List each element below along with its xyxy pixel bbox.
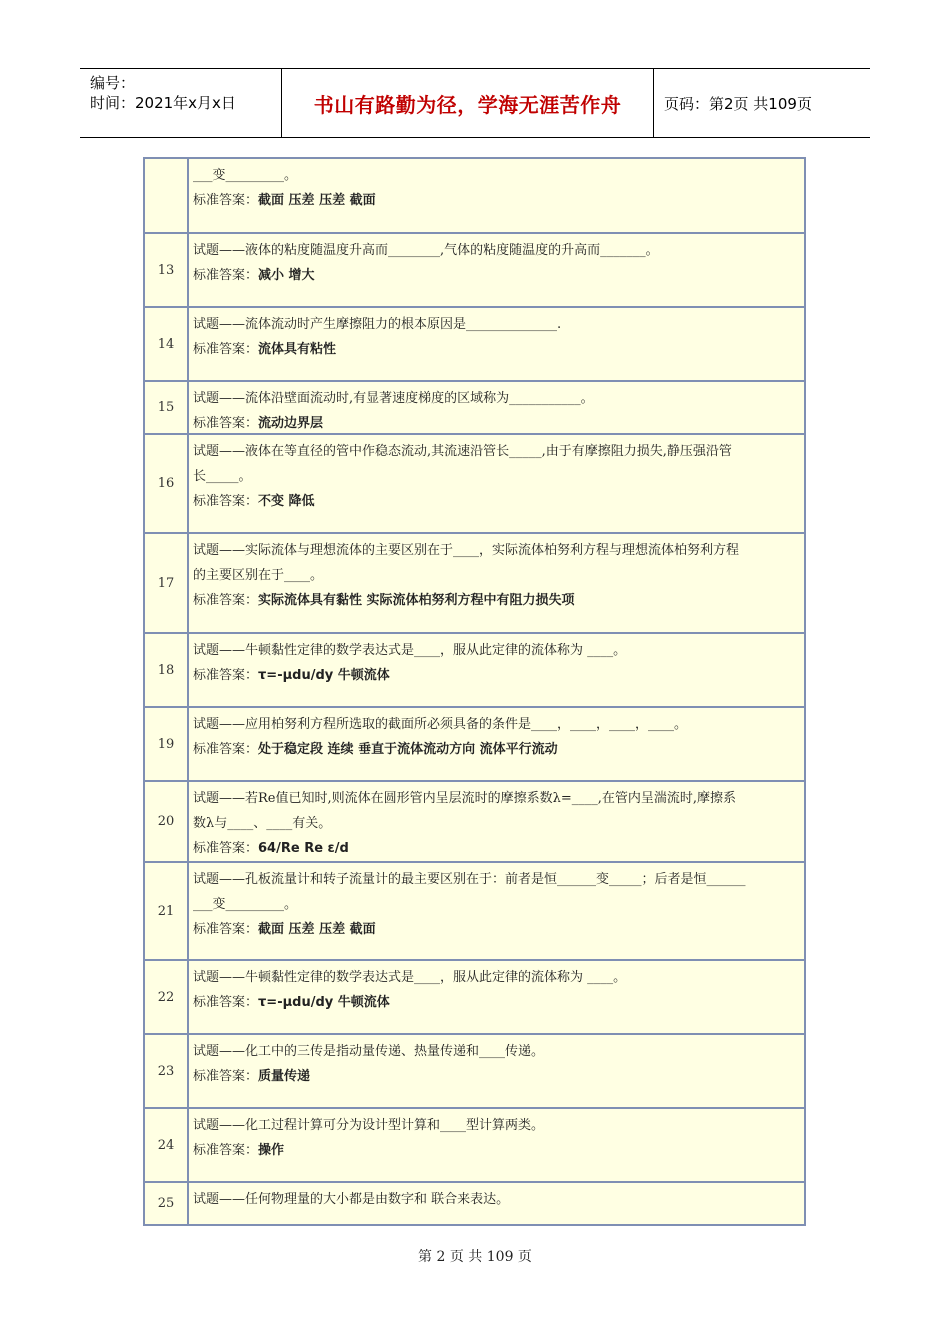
question-text-line: 试题——若Re值已知时,则流体在圆形管内呈层流时的摩擦系数λ=____,在管内呈湍流时,摩擦系 [193, 791, 737, 806]
question-content [189, 382, 804, 433]
question-number: 24 [145, 1109, 189, 1181]
question-content [189, 1035, 804, 1107]
page-header [80, 68, 870, 138]
answer-value: 实际流体具有黏性 实际流体柏努利方程中有阻力损失项 [258, 593, 575, 608]
answer-line [193, 337, 800, 362]
question-content [189, 435, 804, 532]
question-row [145, 159, 804, 234]
answer-value: 截面 压差 压差 截面 [258, 922, 376, 937]
answer-value: 不变 降低 [258, 494, 315, 509]
answer-line [193, 917, 800, 942]
question-text-line: 长_____。 [193, 469, 252, 484]
question-text-line: 试题——孔板流量计和转子流量计的最主要区别在于：前者是恒______变_____；后者是恒______ [193, 872, 746, 887]
question-number: 14 [145, 308, 189, 380]
question-text-line: 试题——液体的粘度随温度升高而________,气体的粘度随温度的升高而_______。 [193, 243, 659, 258]
question-number: 25 [145, 1183, 189, 1224]
answer-label: 标准答案： [193, 742, 259, 757]
question-row [145, 863, 804, 961]
answer-label: 标准答案： [193, 841, 259, 856]
answer-line [193, 663, 800, 688]
question-text-line: ___变_________。 [193, 168, 298, 183]
question-row [145, 382, 804, 435]
answer-line [193, 990, 800, 1015]
question-number: 16 [145, 435, 189, 532]
answer-label: 标准答案： [193, 193, 259, 208]
answer-label: 标准答案： [193, 922, 259, 937]
question-content [189, 234, 804, 306]
answer-value: 操作 [258, 1143, 285, 1158]
question-row [145, 961, 804, 1035]
question-content [189, 708, 804, 780]
answer-label: 标准答案： [193, 995, 259, 1010]
answer-value: 截面 压差 压差 截面 [258, 193, 376, 208]
question-text-line: 试题——实际流体与理想流体的主要区别在于____，实际流体柏努利方程与理想流体柏努利方程 [193, 543, 740, 558]
question-content [189, 534, 804, 632]
question-text-line: 试题——牛顿黏性定律的数学表达式是____，服从此定律的流体称为 ____。 [193, 970, 627, 985]
header-page-info: 页码：第2页 共109页 [664, 94, 812, 113]
question-content [189, 863, 804, 959]
answer-value: 质量传递 [258, 1069, 311, 1084]
question-row [145, 534, 804, 634]
question-row [145, 234, 804, 308]
question-row [145, 308, 804, 382]
question-row [145, 1109, 804, 1183]
answer-line [193, 737, 800, 762]
answer-label: 标准答案： [193, 494, 259, 509]
answer-label: 标准答案： [193, 1143, 259, 1158]
answer-label: 标准答案： [193, 593, 259, 608]
answer-line [193, 263, 800, 288]
question-content [189, 634, 804, 706]
page-footer: 第 2 页 共 109 页 [418, 1249, 532, 1265]
question-text-line: 试题——化工过程计算可分为设计型计算和____型计算两类。 [193, 1118, 545, 1133]
question-number: 13 [145, 234, 189, 306]
question-content [189, 782, 804, 861]
answer-line [193, 1138, 800, 1163]
question-text-line: 试题——液体在等直径的管中作稳态流动,其流速沿管长_____,由于有摩擦阻力损失,静压强沿管 [193, 444, 732, 459]
question-text-line: 试题——任何物理量的大小都是由数字和 联合来表达。 [193, 1192, 510, 1207]
question-table [143, 157, 806, 1226]
header-motto: 书山有路勤为径，学海无涯苦作舟 [282, 69, 654, 137]
question-content [189, 308, 804, 380]
answer-value: 减小 增大 [258, 268, 315, 283]
answer-value: 64/Re Re ε/d [258, 841, 349, 856]
question-text-line: 试题——化工中的三传是指动量传递、热量传递和____传递。 [193, 1044, 545, 1059]
question-text-line: 试题——流体沿壁面流动时,有显著速度梯度的区域称为___________。 [193, 391, 594, 406]
answer-line [193, 836, 800, 861]
number-label: 编号： [90, 74, 136, 92]
answer-label: 标准答案： [193, 1069, 259, 1084]
question-content [189, 159, 804, 232]
question-row [145, 435, 804, 534]
question-number: 20 [145, 782, 189, 861]
answer-line [193, 411, 800, 436]
answer-value: 流动边界层 [258, 416, 324, 431]
question-content [189, 1109, 804, 1181]
question-number: 22 [145, 961, 189, 1033]
header-meta [80, 69, 282, 137]
question-number: 23 [145, 1035, 189, 1107]
question-text-line: 的主要区别在于____。 [193, 568, 324, 583]
question-row [145, 1183, 804, 1224]
question-content [189, 1183, 804, 1224]
question-row [145, 782, 804, 863]
question-number: 19 [145, 708, 189, 780]
question-row [145, 708, 804, 782]
question-content [189, 961, 804, 1033]
question-row [145, 634, 804, 708]
question-row [145, 1035, 804, 1109]
answer-value: τ=-μdu/dy 牛顿流体 [258, 995, 390, 1010]
answer-label: 标准答案： [193, 268, 259, 283]
question-text-line: 试题——应用柏努利方程所选取的截面所必须具备的条件是____，____，____，____。 [193, 717, 688, 732]
answer-label: 标准答案： [193, 342, 259, 357]
question-text-line: 试题——流体流动时产生摩擦阻力的根本原因是______________. [193, 317, 562, 332]
question-number [145, 159, 189, 232]
answer-label: 标准答案： [193, 668, 259, 683]
question-text-line: 试题——牛顿黏性定律的数学表达式是____，服从此定律的流体称为 ____。 [193, 643, 627, 658]
answer-line [193, 188, 800, 213]
answer-label: 标准答案： [193, 416, 259, 431]
time-label: 时间：2021年x月x日 [90, 94, 236, 112]
question-text-line: 数λ与____、____有关。 [193, 816, 332, 831]
answer-line [193, 1064, 800, 1089]
answer-line [193, 489, 800, 514]
answer-value: 流体具有粘性 [258, 342, 337, 357]
question-text-line: ___变_________。 [193, 897, 298, 912]
answer-value: τ=-μdu/dy 牛顿流体 [258, 668, 390, 683]
answer-value: 处于稳定段 连续 垂直于流体流动方向 流体平行流动 [258, 742, 558, 757]
question-number: 18 [145, 634, 189, 706]
question-number: 15 [145, 382, 189, 433]
answer-line [193, 588, 800, 613]
question-number: 21 [145, 863, 189, 959]
question-number: 17 [145, 534, 189, 632]
